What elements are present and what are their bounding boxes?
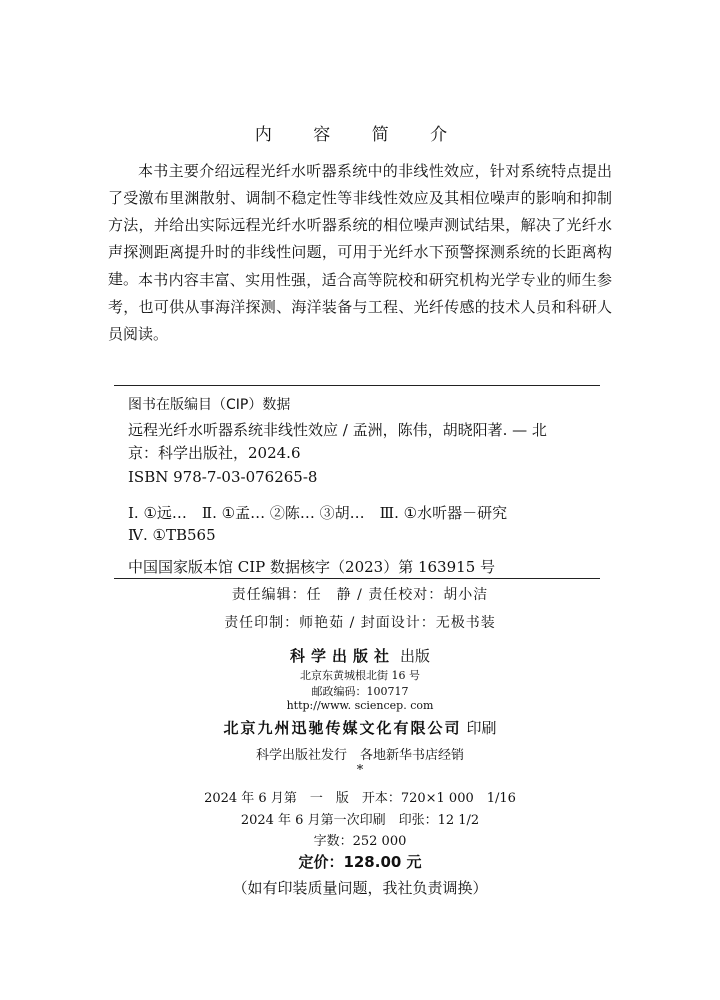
cip-bottom-divider xyxy=(114,578,600,579)
publisher-url: http://www. sciencep. com xyxy=(286,699,434,712)
cip-entry-line-1: 远程光纤水听器系统非线性效应 / 孟洲，陈伟，胡晓阳著. — 北 xyxy=(128,421,547,439)
edition-line-1: 2024 年 6 月第 一 版 开本：720×1 000 1/16 xyxy=(204,791,516,806)
cip-classification-line-2: Ⅳ. ①TB565 xyxy=(128,526,216,544)
publisher-postcode: 邮政编码：100717 xyxy=(311,685,409,698)
quality-notice: （如有印装质量问题，我社负责调换） xyxy=(232,879,488,897)
intro-paragraph-1-text: 本书主要介绍远程光纤水听器系统中的非线性效应，针对系统特点提出了受激布里渊散射、调制不稳定性等非线性效应及其相位噪声的影响和抑制方法，并给出实际远程光纤水听器系统的相位噪声测试结果，解决了光纤水声探测距离提升时的非线性问题，可用于光纤水下预警探测系统的长距离构建。 xyxy=(108,162,612,288)
cip-entry-line-2: 京：科学出版社，2024.6 xyxy=(128,444,301,462)
printer-line xyxy=(0,717,720,738)
cip-core-id: 中国国家版本馆 CIP 数据核字（2023）第 163915 号 xyxy=(128,558,496,576)
cip-heading: 图书在版编目（CIP）数据 xyxy=(128,397,291,413)
publisher-line xyxy=(0,645,720,666)
publisher-address: 北京东黄城根北街 16 号 xyxy=(300,669,420,682)
cip-isbn: ISBN 978-7-03-076265-8 xyxy=(128,468,318,486)
credits-editors: 责任编辑：任 静 / 责任校对：胡小洁 xyxy=(231,587,489,603)
intro-paragraph-2-text: 本书内容丰富、实用性强，适合高等院校和研究机构光学专业的师生参考，也可供从事海洋探测、海洋装备与工程、光纤传感的技术人员和科研人员阅读。 xyxy=(108,271,612,343)
publisher-action: 出版 xyxy=(400,647,431,665)
intro-paragraph-2 xyxy=(108,267,612,348)
distribution-line: 科学出版社发行 各地新华书店经销 xyxy=(255,748,464,763)
cip-top-divider xyxy=(114,385,600,386)
printer-name: 北京九州迅驰传媒文化有限公司 xyxy=(223,719,462,737)
word-count: 字数：252 000 xyxy=(313,834,407,849)
price: 定价：128.00 元 xyxy=(298,853,422,871)
cip-classification-line-1: Ⅰ. ①远… Ⅱ. ①孟… ②陈… ③胡… Ⅲ. ①水听器－研究 xyxy=(128,504,508,522)
separator-asterisk: * xyxy=(356,763,364,778)
page-title: 内 容 简 介 xyxy=(254,125,466,145)
credits-production: 责任印制：师艳茹 / 封面设计：无极书装 xyxy=(224,615,496,631)
printer-action: 印刷 xyxy=(466,719,497,737)
edition-line-2: 2024 年 6 月第一次印刷 印张：12 1/2 xyxy=(240,813,480,828)
publisher-name: 科学出版社 xyxy=(289,647,395,665)
